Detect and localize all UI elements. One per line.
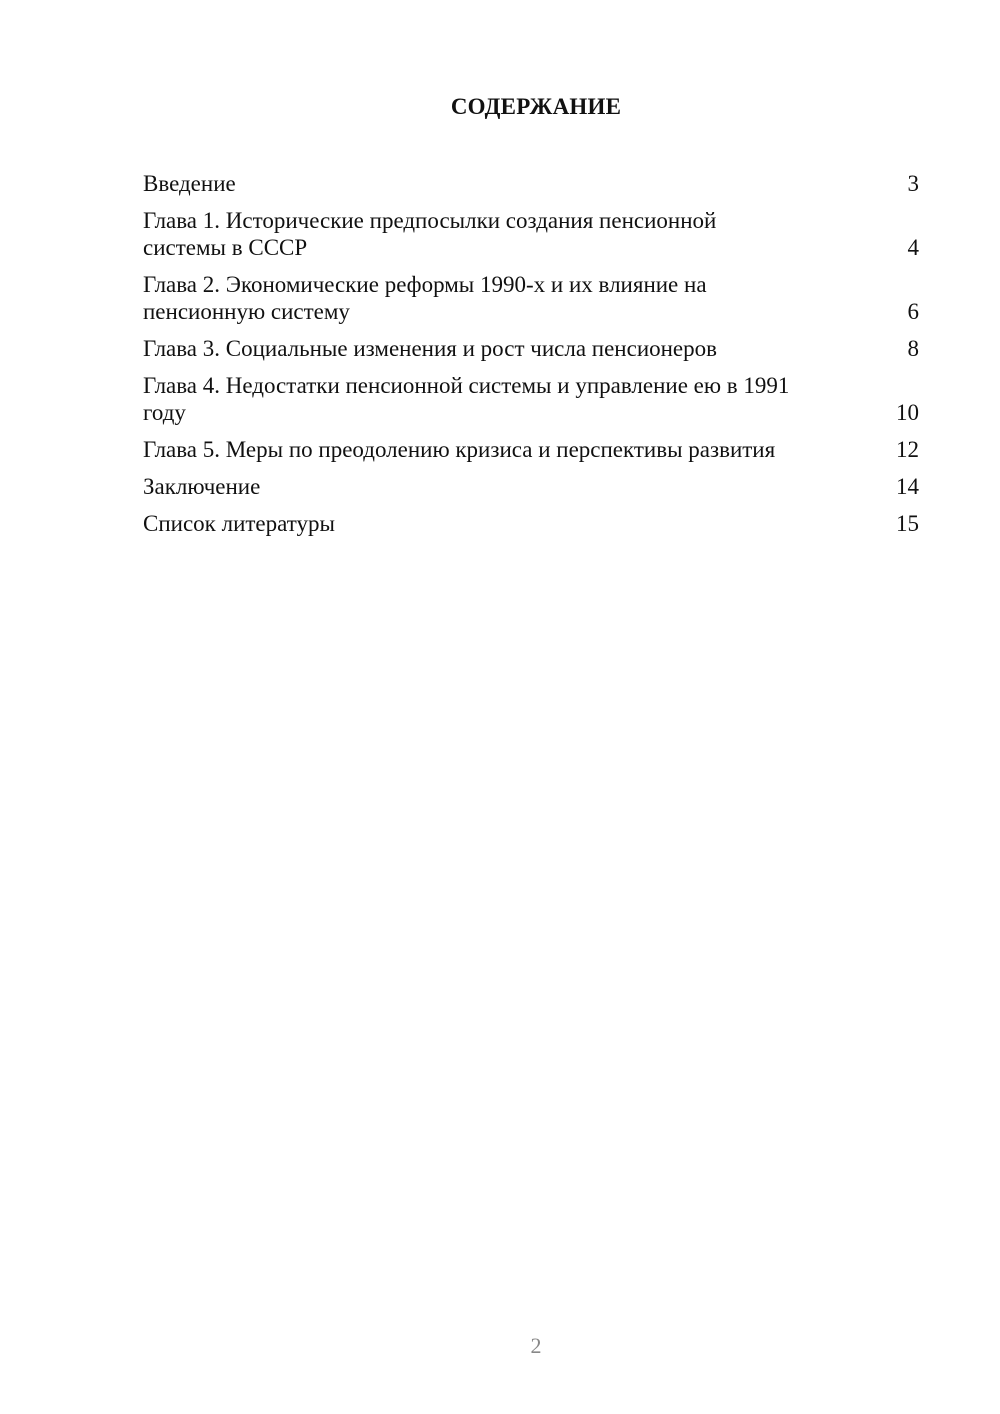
toc-entry-title: Введение — [143, 171, 236, 196]
toc-heading: СОДЕРЖАНИЕ — [450, 94, 622, 119]
toc-entry-title: Глава 1. Исторические предпосылки создания пенсионной системы в СССР — [143, 208, 717, 260]
toc-entry-page: 12 — [896, 437, 919, 462]
toc-entry-title: Глава 4. Недостатки пенсионной системы и управление ею в 1991 году — [143, 373, 790, 425]
toc-entry-title: Глава 2. Экономические реформы 1990-х и их влияние на пенсионную систему — [143, 272, 707, 324]
toc-entry-title: Список литературы — [143, 511, 335, 536]
toc-entry-chapter-1 — [143, 207, 919, 261]
toc-entry-chapter-3 — [143, 335, 919, 362]
toc-entry-page: 3 — [907, 171, 919, 196]
toc-entry-conclusion — [143, 473, 919, 500]
toc-entry-title: Глава 5. Меры по преодолению кризиса и перспективы развития — [143, 437, 776, 462]
table-of-contents — [143, 170, 919, 547]
page-number: 2 — [530, 1333, 542, 1358]
toc-entry-page: 15 — [896, 511, 919, 536]
toc-entry-page: 10 — [896, 400, 919, 425]
toc-entry-page: 14 — [896, 474, 919, 499]
toc-entry-title: Глава 3. Социальные изменения и рост числа пенсионеров — [143, 336, 718, 361]
toc-entry-title: Заключение — [143, 474, 261, 499]
toc-entry-chapter-4 — [143, 372, 919, 426]
toc-entry-page: 6 — [907, 299, 919, 324]
toc-entry-page: 4 — [907, 235, 919, 260]
toc-entry-bibliography — [143, 510, 919, 537]
toc-entry-chapter-2 — [143, 271, 919, 325]
toc-entry-introduction — [143, 170, 919, 197]
toc-entry-chapter-5 — [143, 436, 919, 463]
toc-entry-page: 8 — [907, 336, 919, 361]
